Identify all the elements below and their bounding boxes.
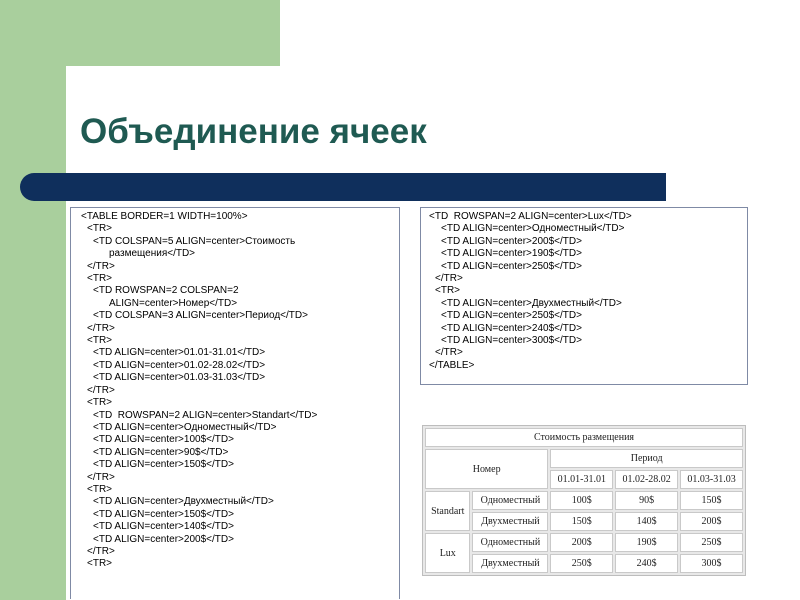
code-line: </TR> [87, 545, 115, 557]
code-line: <TD ALIGN=center>Одноместный</TD> [441, 223, 625, 235]
price-cell: 240$ [615, 554, 678, 573]
decor-green-top [66, 0, 280, 66]
price-cell: 200$ [550, 533, 613, 552]
code-line: <TR> [87, 483, 113, 495]
code-line: <TD ALIGN=center>250$</TD> [441, 260, 582, 272]
room-category-cell: Lux [425, 533, 470, 573]
period-cell: 01.02-28.02 [615, 470, 678, 489]
code-line: <TR> [87, 558, 113, 570]
price-cell: 250$ [550, 554, 613, 573]
code-line: <TD COLSPAN=3 ALIGN=center>Период</TD> [93, 310, 308, 322]
code-line: <TR> [87, 273, 113, 285]
code-line: <TR> [87, 335, 113, 347]
code-line: <TABLE BORDER=1 WIDTH=100%> [81, 211, 248, 222]
price-cell: 150$ [680, 491, 743, 510]
code-line: <TD ALIGN=center>250$</TD> [441, 310, 582, 322]
code-line: <TD ALIGN=center>190$</TD> [441, 248, 582, 260]
html-code-right [420, 207, 748, 385]
code-line: <TD ALIGN=center>Двухместный</TD> [441, 297, 622, 309]
room-header-cell: Номер [425, 449, 548, 489]
code-line: <TD ALIGN=center>Одноместный</TD> [93, 421, 277, 433]
code-line: <TD ALIGN=center>200$</TD> [441, 235, 582, 247]
room-type-cell: Двухместный [472, 512, 548, 531]
code-line: <TD ROWSPAN=2 ALIGN=center>Standart</TD> [93, 409, 318, 421]
code-line: </TR> [435, 273, 463, 285]
code-line: </TR> [87, 471, 115, 483]
code-line: ALIGN=center>Номер</TD> [109, 297, 238, 309]
code-line: <TD COLSPAN=5 ALIGN=center>Стоимость [93, 235, 296, 247]
code-line: <TR> [435, 285, 461, 297]
code-line: <TD ALIGN=center>90$</TD> [93, 446, 229, 458]
code-line: <TD ALIGN=center>01.03-31.03</TD> [93, 372, 266, 384]
code-line: <TD ALIGN=center>100$</TD> [93, 434, 234, 446]
title-underline-bar [20, 173, 666, 201]
code-line: <TD ALIGN=center>140$</TD> [93, 521, 234, 533]
code-line: <TD ALIGN=center>01.02-28.02</TD> [93, 359, 266, 371]
code-line: <TD ALIGN=center>01.01-31.01</TD> [93, 347, 266, 359]
period-cell: 01.03-31.03 [680, 470, 743, 489]
code-line: <TD ALIGN=center>150$</TD> [93, 459, 234, 471]
code-line: </TABLE> [429, 359, 475, 371]
code-line: </TR> [87, 384, 115, 396]
code-line: <TR> [87, 397, 113, 409]
room-category-cell: Standart [425, 491, 470, 531]
price-cell: 190$ [615, 533, 678, 552]
price-cell: 200$ [680, 512, 743, 531]
price-table [422, 425, 746, 576]
period-header-cell: Период [550, 449, 743, 468]
code-line: </TR> [87, 260, 115, 272]
price-cell: 100$ [550, 491, 613, 510]
price-cell: 150$ [550, 512, 613, 531]
code-line: <TD ALIGN=center>Двухместный</TD> [93, 496, 274, 508]
room-type-cell: Одноместный [472, 533, 548, 552]
price-cell: 300$ [680, 554, 743, 573]
html-code-left [70, 207, 400, 599]
code-line: <TD ALIGN=center>300$</TD> [441, 335, 582, 347]
period-cell: 01.01-31.01 [550, 470, 613, 489]
code-line: размещения</TD> [109, 248, 196, 260]
code-line: </TR> [435, 347, 463, 359]
code-line: <TD ALIGN=center>150$</TD> [93, 508, 234, 520]
decor-green-left [0, 0, 66, 600]
price-cell: 250$ [680, 533, 743, 552]
code-line: <TD ALIGN=center>200$</TD> [93, 533, 234, 545]
code-line: <TR> [87, 223, 113, 235]
code-line: <TD ROWSPAN=2 COLSPAN=2 [93, 285, 239, 297]
code-line: <TD ALIGN=center>240$</TD> [441, 322, 582, 334]
slide-title: Объединение ячеек [80, 112, 427, 151]
price-cell: 140$ [615, 512, 678, 531]
room-type-cell: Одноместный [472, 491, 548, 510]
table-caption-cell: Стоимость размещения [425, 428, 743, 447]
rendered-table-example [422, 425, 746, 569]
room-type-cell: Двухместный [472, 554, 548, 573]
price-cell: 90$ [615, 491, 678, 510]
code-line: </TR> [87, 322, 115, 334]
code-line: <TD ROWSPAN=2 ALIGN=center>Lux</TD> [429, 211, 632, 222]
